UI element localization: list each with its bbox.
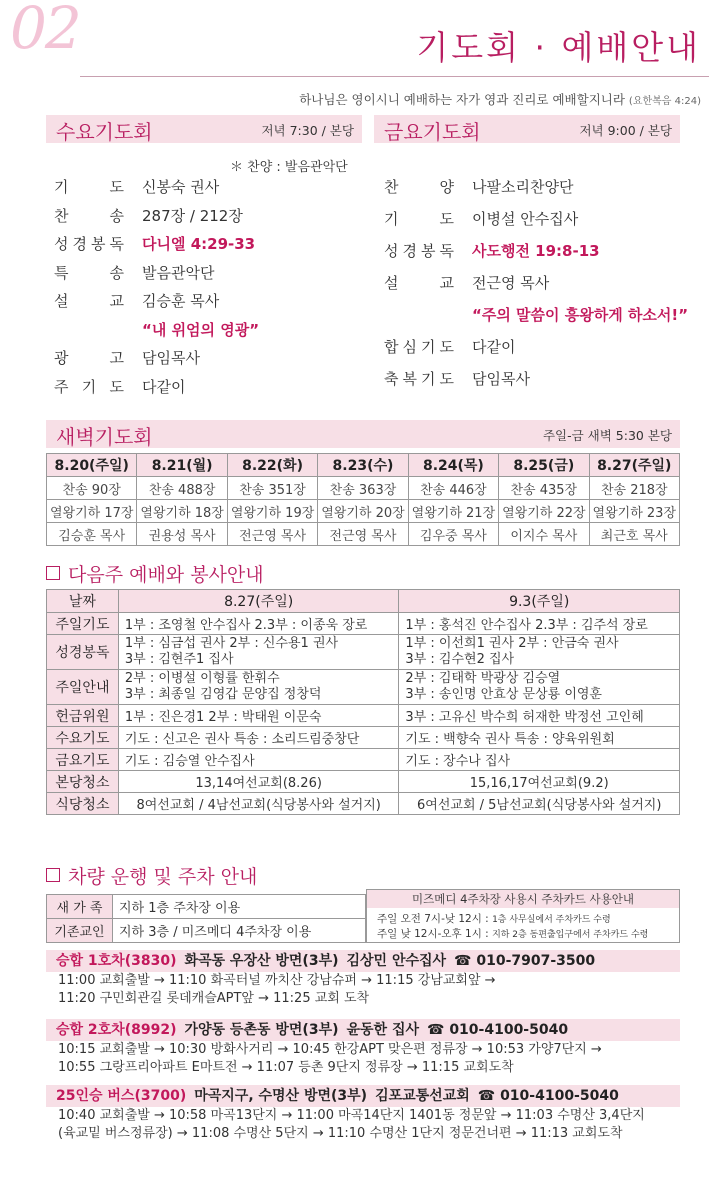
- dawn-preacher-cell: 전근영 목사: [318, 523, 408, 546]
- label-char: 교: [109, 292, 124, 310]
- label-char: 송: [109, 263, 124, 282]
- label-char: 독: [439, 242, 454, 260]
- table-row: [47, 705, 680, 727]
- label-char: 양: [439, 178, 454, 196]
- table-row: [47, 749, 680, 771]
- program-value: 나팔소리찬양단: [472, 178, 574, 196]
- row-label: 금요기도: [47, 749, 119, 771]
- bus-route: [46, 1085, 680, 1143]
- label-char: 성: [54, 235, 69, 253]
- dawn-preacher-cell: 최근호 목사: [589, 523, 679, 546]
- label-char: 독: [109, 235, 124, 253]
- table-row: [47, 771, 680, 793]
- program-value: 담임목사: [472, 370, 530, 388]
- dawn-day-cell: 8.24(목): [408, 454, 498, 477]
- parking-value: 지하 1층 주차장 이용: [113, 895, 366, 919]
- route-header: [46, 1085, 680, 1107]
- label-char: 기: [384, 210, 399, 228]
- program-value: 다니엘 4:29-33: [142, 235, 256, 253]
- dawn-day-cell: 8.21(월): [137, 454, 227, 477]
- cell-line: 3부 : 김수현2 집사: [405, 652, 515, 667]
- dawn-passage-cell: 열왕기하 18장: [137, 500, 227, 523]
- route-header: [46, 950, 680, 972]
- row-label: 본당청소: [47, 771, 119, 793]
- dawn-passage-cell: 열왕기하 23장: [589, 500, 679, 523]
- label-char: 기: [421, 338, 436, 356]
- program-label: [384, 368, 454, 389]
- program-value: 신봉숙 권사: [142, 178, 220, 196]
- program-value: 담임목사: [142, 349, 200, 367]
- dawn-day-cell: 8.23(수): [318, 454, 408, 477]
- program-label: [54, 347, 124, 368]
- route-header: [46, 1019, 680, 1041]
- header-divider: [80, 76, 709, 77]
- row-cell: [118, 635, 399, 670]
- cell-line: 1부 : 심금섭 권사 2부 : 신수용1 권사: [124, 636, 339, 651]
- row-cell: 기도 : 백향숙 권사 특송 : 양육위원회: [399, 727, 680, 749]
- label-char: 합: [384, 338, 399, 356]
- label-char: 도: [109, 377, 124, 396]
- label-char: 봉: [91, 235, 106, 253]
- cell-line: 2부 : 김태학 박광상 김승열: [405, 671, 561, 686]
- program-value: “내 위엄의 영광”: [142, 320, 260, 339]
- cell-line: 2부 : 이병설 이형률 한휘수: [124, 671, 280, 686]
- parking-heading: [46, 862, 257, 889]
- friday-time: 저녁 9:00 / 본당: [579, 123, 672, 138]
- row-label: 성경봉독: [47, 635, 119, 670]
- program-label: [384, 272, 454, 293]
- dawn-day-cell: 8.20(주일): [47, 454, 137, 477]
- program-value: 전근영 목사: [472, 274, 550, 292]
- mizumedi-place-1: 1층 사무실에서 주차카드 수령: [492, 915, 611, 925]
- dawn-preacher-cell: 김승훈 목사: [47, 523, 137, 546]
- label-char: 기: [54, 178, 69, 196]
- dawn-hymn-cell: 찬송 218장: [589, 477, 679, 500]
- label-char: 찬: [54, 206, 69, 225]
- dawn-passage-cell: 열왕기하 22장: [499, 500, 589, 523]
- row-label: 주일기도: [47, 613, 119, 635]
- program-label: [54, 262, 124, 283]
- cell-line: 3부 : 최종일 김영갑 문양집 정창덕: [124, 687, 322, 702]
- program-label: [54, 376, 124, 397]
- checkbox-icon: [46, 868, 60, 882]
- dawn-hymn-cell: 찬송 446장: [408, 477, 498, 500]
- next-week-table: [46, 589, 680, 815]
- quote-text: 하나님은 영이시니 예배하는 자가 영과 진리로 예배할지니라: [299, 92, 625, 107]
- route-phone: ☎ 010-4100-5040: [477, 1088, 619, 1104]
- route-area: 가양동 등촌동 방면(3부): [184, 1022, 339, 1038]
- dawn-passage-cell: 열왕기하 21장: [408, 500, 498, 523]
- friday-title: 금요기도회: [384, 120, 481, 144]
- dawn-day-cell: 8.22(화): [227, 454, 317, 477]
- label-char: 설: [384, 274, 399, 292]
- dawn-preacher-cell: 이지수 목사: [499, 523, 589, 546]
- label-char: 복: [402, 370, 417, 388]
- dawn-row: [47, 477, 680, 500]
- route-area: 마곡지구, 수명산 방면(3부): [194, 1088, 368, 1104]
- dawn-day-cell: 8.25(금): [499, 454, 589, 477]
- mizumedi-place-2: 지하 2층 동편출입구에서 주차카드 수령: [492, 930, 649, 940]
- bus-name: 승합 2호차(8992): [56, 1022, 177, 1038]
- header-date-2: 9.3(주일): [399, 590, 680, 613]
- parking-label: 기존교인: [47, 919, 113, 943]
- program-label: [54, 176, 124, 197]
- bus-name: 25인승 버스(3700): [56, 1088, 187, 1104]
- wednesday-anthem-note: ＊ 찬양 : 발음관악단: [230, 160, 348, 175]
- program-value: 287장 / 212장: [142, 206, 243, 225]
- scripture-quote: [299, 90, 701, 108]
- parking-title: 차량 운행 및 주차 안내: [68, 866, 258, 888]
- label-char: 찬: [384, 178, 399, 196]
- program-label: [54, 205, 124, 226]
- dawn-hymn-cell: 찬송 363장: [318, 477, 408, 500]
- wednesday-title: 수요기도회: [56, 120, 153, 144]
- mizumedi-time-1: 주일 오전 7시-낮 12시 :: [377, 913, 493, 925]
- route-driver: 윤동한 집사: [346, 1022, 419, 1038]
- route-stops: (육교밑 버스정류장) → 11:08 수명산 5단지 → 11:10 수명산 1단지 정문건너편 → 11:13 교회도착: [58, 1126, 623, 1141]
- row-cell: [118, 670, 399, 705]
- row-cell: 13,14여선교회(8.26): [118, 771, 399, 793]
- table-row: [47, 613, 680, 635]
- row-cell: [399, 670, 680, 705]
- dawn-preacher-cell: 김우중 목사: [408, 523, 498, 546]
- dawn-passage-cell: 열왕기하 19장: [227, 500, 317, 523]
- label-char: 축: [384, 370, 399, 388]
- dawn-title: 새벽기도회: [56, 425, 153, 449]
- program-label: [384, 208, 454, 229]
- program-value: 김승훈 목사: [142, 292, 220, 310]
- header-date-1: 8.27(주일): [118, 590, 399, 613]
- program-value: 사도행전 19:8-13: [472, 242, 600, 260]
- dawn-time: 주일-금 새벽 5:30 본당: [542, 428, 672, 443]
- dawn-hymn-cell: 찬송 90장: [47, 477, 137, 500]
- dawn-row: [47, 454, 680, 477]
- row-label: 주일안내: [47, 670, 119, 705]
- program-label: [54, 233, 124, 254]
- label-char: 경: [402, 242, 417, 260]
- bus-route: [46, 1019, 680, 1077]
- label-char: 주: [54, 377, 69, 396]
- parking-row: [47, 895, 366, 919]
- table-row: [47, 727, 680, 749]
- parking-label: 새 가 족: [47, 895, 113, 919]
- row-cell: 1부 : 홍석진 안수집사 2.3부 : 김주석 장로: [399, 613, 680, 635]
- cell-line: 1부 : 이선희1 권사 2부 : 안금숙 권사: [405, 636, 619, 651]
- parking-table: [46, 894, 366, 943]
- label-char: 도: [439, 370, 454, 388]
- program-value: “주의 말씀이 흥왕하게 하소서!”: [472, 306, 689, 324]
- dawn-preacher-cell: 전근영 목사: [227, 523, 317, 546]
- route-stops: 10:15 교회출발 → 10:30 방화사거리 → 10:45 한강APT 맞은편 정류장 → 10:53 가양7단지 →: [58, 1042, 602, 1057]
- label-char: 특: [54, 263, 69, 282]
- row-cell: 기도 : 장수나 집사: [399, 749, 680, 771]
- wednesday-header: [46, 115, 362, 143]
- row-cell: [399, 635, 680, 670]
- row-label: 헌금위원: [47, 705, 119, 727]
- row-cell: 3부 : 고유신 박수희 허재한 박정선 고인헤: [399, 705, 680, 727]
- dawn-hymn-cell: 찬송 435장: [499, 477, 589, 500]
- row-cell: 6여선교회 / 5남선교회(식당봉사와 설거지): [399, 793, 680, 815]
- program-label: [54, 290, 124, 311]
- dawn-header: [46, 420, 680, 448]
- label-char: 송: [109, 206, 124, 225]
- bus-name: 승합 1호차(3830): [56, 953, 177, 969]
- table-header-row: [47, 590, 680, 613]
- route-driver: 김포교통선교회: [375, 1088, 470, 1104]
- parking-value: 지하 3층 / 미즈메디 4주차장 이용: [113, 919, 366, 943]
- row-cell: 1부 : 진은경1 2부 : 박태원 이문숙: [118, 705, 399, 727]
- route-stops: 10:55 그랑프리아파트 E마트전 → 11:07 등촌 9단지 정류장 → 11:15 교회도착: [58, 1060, 514, 1075]
- mizumedi-line-1: [377, 911, 611, 926]
- friday-header: [374, 115, 680, 143]
- cell-line: 3부 : 송인명 안효상 문상룡 이영훈: [405, 687, 602, 702]
- program-label: [384, 176, 454, 197]
- label-char: 심: [402, 338, 417, 356]
- program-value: 이병설 안수집사: [472, 210, 579, 228]
- table-row: [47, 793, 680, 815]
- route-stops: 10:40 교회출발 → 10:58 마곡13단지 → 11:00 마곡14단지 1401동 정문앞 → 11:03 수명산 3,4단지: [58, 1108, 645, 1123]
- route-area: 화곡동 우장산 방면(3부): [184, 953, 339, 969]
- row-cell: 15,16,17여선교회(9.2): [399, 771, 680, 793]
- mizumedi-parking-notice: [366, 889, 680, 943]
- row-cell: 기도 : 김승열 안수집사: [118, 749, 399, 771]
- label-char: 설: [54, 292, 69, 310]
- label-char: 교: [439, 274, 454, 292]
- row-cell: 기도 : 신고은 권사 특송 : 소리드림중창단: [118, 727, 399, 749]
- dawn-schedule-table: [46, 453, 680, 546]
- label-char: 도: [109, 178, 124, 196]
- label-char: 도: [439, 338, 454, 356]
- route-phone: ☎ 010-7907-3500: [454, 953, 596, 969]
- section-number: 02: [10, 0, 80, 62]
- parking-row: [47, 919, 366, 943]
- next-week-title: 다음주 예배와 봉사안내: [68, 564, 264, 586]
- label-char: 성: [384, 242, 399, 260]
- route-driver: 김상민 안수집사: [346, 953, 447, 969]
- row-label: 식당청소: [47, 793, 119, 815]
- label-char: 기: [81, 377, 97, 396]
- row-label: 수요기도: [47, 727, 119, 749]
- table-row: [47, 670, 680, 705]
- dawn-hymn-cell: 찬송 351장: [227, 477, 317, 500]
- program-value: 발음관악단: [142, 263, 215, 282]
- label-char: 기: [421, 370, 436, 388]
- label-char: 광: [54, 349, 69, 367]
- dawn-passage-cell: 열왕기하 17장: [47, 500, 137, 523]
- route-phone: ☎ 010-4100-5040: [427, 1022, 569, 1038]
- dawn-row: [47, 500, 680, 523]
- program-value: 다같이: [472, 338, 516, 356]
- mizumedi-time-2: 주일 낮 12시-오후 1시 :: [377, 928, 493, 940]
- dawn-hymn-cell: 찬송 488장: [137, 477, 227, 500]
- dawn-day-cell: 8.27(주일): [589, 454, 679, 477]
- checkbox-icon: [46, 566, 60, 580]
- header-label: 날짜: [47, 590, 119, 613]
- mizumedi-title: 미즈메디 4주차장 사용시 주차카드 사용안내: [367, 890, 679, 908]
- route-stops: 11:00 교회출발 → 11:10 화곡터널 까치산 강남슈퍼 → 11:15 강남교회앞 →: [58, 973, 496, 988]
- next-week-heading: [46, 560, 264, 587]
- cell-line: 3부 : 김현주1 집사: [124, 652, 234, 667]
- page-title: 기도회 · 예배안내: [416, 28, 701, 67]
- table-row: [47, 635, 680, 670]
- wednesday-time: 저녁 7:30 / 본당: [261, 123, 354, 138]
- quote-ref: (요한복음 4:24): [628, 96, 701, 107]
- dawn-passage-cell: 열왕기하 20장: [318, 500, 408, 523]
- label-char: 경: [72, 235, 87, 253]
- dawn-preacher-cell: 권용성 목사: [137, 523, 227, 546]
- program-label: [384, 336, 454, 357]
- label-char: 도: [439, 210, 454, 228]
- dawn-row: [47, 523, 680, 546]
- route-stops: 11:20 구민회관길 롯데캐슬APT앞 → 11:25 교회 도착: [58, 991, 370, 1006]
- program-value: 다같이: [142, 377, 186, 396]
- label-char: 고: [109, 349, 124, 367]
- row-cell: 1부 : 조영철 안수집사 2.3부 : 이종욱 장로: [118, 613, 399, 635]
- row-cell: 8여선교회 / 4남선교회(식당봉사와 설거지): [118, 793, 399, 815]
- bus-route: [46, 950, 680, 1008]
- mizumedi-line-2: [377, 926, 648, 941]
- label-char: 봉: [421, 242, 436, 260]
- program-label: [384, 240, 454, 261]
